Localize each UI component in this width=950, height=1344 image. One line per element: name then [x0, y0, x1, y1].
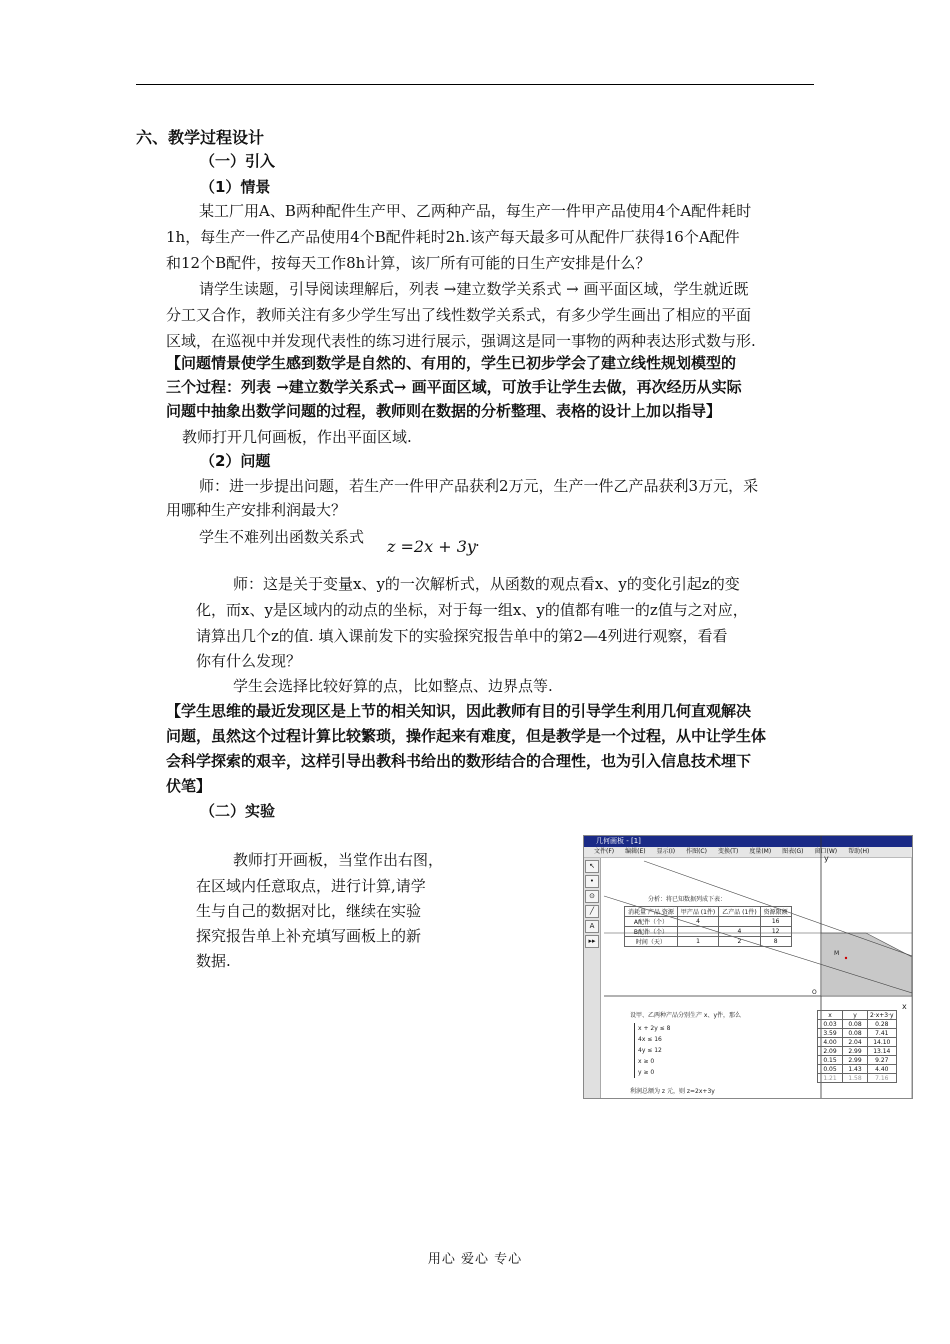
- table-cell: 2.04: [843, 1038, 868, 1047]
- paragraph-line: 区域，在巡视中并发现代表性的练习进行展示，强调这是同一事物的两种表达形式数与形.: [166, 332, 756, 350]
- subsection-question: （2）问题: [200, 452, 271, 470]
- table-row: [818, 1038, 897, 1047]
- table-cell: 0.28: [868, 1020, 897, 1029]
- subsection-scenario: （1）情景: [200, 178, 271, 196]
- table-row: [818, 1020, 897, 1029]
- paragraph-line: 探究报告单上补充填写画板上的新: [196, 927, 422, 945]
- table-header: y: [843, 1011, 868, 1020]
- compass-tool-icon: ⊙: [585, 890, 599, 903]
- table-row: [818, 1029, 897, 1038]
- paragraph-line: 教师打开画板，当堂作出右图，: [233, 851, 444, 869]
- table-cell: 1.58: [843, 1074, 868, 1083]
- menu-transform: 变换(T): [717, 848, 739, 855]
- subsection-intro: （一）引入: [200, 152, 276, 170]
- table-cell: 4.40: [868, 1065, 897, 1074]
- table-cell: 时间（天）: [625, 937, 678, 947]
- paragraph-line: 师：这是关于变量x、y的一次解析式，从函数的观点看x、y的变化引起z的变: [233, 575, 740, 593]
- point-label: M: [834, 950, 840, 957]
- table-cell: 4: [719, 927, 760, 937]
- table-cell: A配件（个）: [625, 917, 678, 927]
- table-cell: 3.59: [818, 1029, 843, 1038]
- menu-window: 窗口(W): [814, 848, 838, 855]
- constraint: x ≥ 0: [638, 1058, 655, 1065]
- feasible-region: [821, 933, 912, 996]
- table-row: [818, 1056, 897, 1065]
- table-cell: 13.14: [868, 1047, 897, 1056]
- bold-note-line: 会科学探索的艰辛，这样引导出教科书给出的数形结合的合理性，也为引入信息技术埋下: [166, 752, 752, 770]
- paragraph-line: 用哪种生产安排利润最大？: [166, 501, 347, 519]
- menu-display: 显示(I): [656, 848, 676, 855]
- table-cell: 2: [719, 937, 760, 947]
- formula: z =2x + 3y: [387, 537, 476, 556]
- table-cell: 7.41: [868, 1029, 897, 1038]
- point-m: [845, 957, 847, 959]
- bold-note-line: 三个过程：列表 →建立数学关系式→ 画平面区域，可放手让学生去做，再次经历从实际: [166, 378, 742, 396]
- table-cell: 2.09: [818, 1047, 843, 1056]
- table-header-row: [818, 1011, 897, 1020]
- table-cell: 0.08: [843, 1029, 868, 1038]
- table-row: [625, 927, 792, 937]
- paragraph-line: 请学生读题，引导阅读理解后，列表 →建立数学关系式 → 画平面区域，学生就近既: [199, 280, 749, 298]
- table-cell: 0.08: [843, 1020, 868, 1029]
- table-cell: 4.00: [818, 1038, 843, 1047]
- table-cell: 2.99: [843, 1047, 868, 1056]
- paragraph-line: 师：进一步提出问题，若生产一件甲产品获利2万元，生产一件乙产品获利3万元，采: [199, 477, 759, 495]
- menu-file: 文件(F): [594, 848, 615, 855]
- setup-text: 设甲、乙两种产品分别生产 x、y件，那么: [630, 1012, 742, 1019]
- paragraph-line: 在区域内任意取点，进行计算,请学: [196, 877, 426, 895]
- table-cell: B配件（个）: [625, 927, 678, 937]
- table-cell: 9.27: [868, 1056, 897, 1065]
- paragraph-line: 分工又合作，教师关注有多少学生写出了线性数学关系式，有多少学生画出了相应的平面: [166, 306, 752, 324]
- table-row: [625, 917, 792, 927]
- line-tool-icon: ╱: [585, 905, 599, 918]
- table-cell: 1.43: [843, 1065, 868, 1074]
- y-axis-label: y: [824, 854, 829, 863]
- page-footer: 用心 爱心 专心: [427, 1252, 523, 1267]
- menu-measure: 度量(M): [749, 848, 772, 855]
- section-title: 六、教学过程设计: [136, 128, 265, 147]
- table-row: [818, 1065, 897, 1074]
- paragraph-line: 化，而x、y是区域内的动点的坐标，对于每一组x、y的值都有唯一的z值与之对应，: [196, 601, 748, 619]
- paragraph-line: 数据.: [196, 952, 231, 970]
- formula-period: .: [475, 532, 480, 550]
- table-row: [818, 1074, 897, 1083]
- menu-graph: 图表(G): [782, 848, 804, 855]
- table-cell: 乙产品 (1件): [719, 907, 760, 917]
- bold-note-line: 问题，虽然这个过程计算比较繁琐，操作起来有难度，但是教学是一个过程，从中让学生体: [166, 727, 767, 745]
- table-header: x: [818, 1011, 843, 1020]
- menu-help: 帮助(H): [848, 848, 870, 855]
- constraint: 4y ≤ 12: [638, 1047, 662, 1054]
- bold-note-line: 伏笔】: [166, 777, 212, 795]
- menu-edit: 编辑(E): [625, 848, 646, 855]
- window-title: 几何画板 - [1]: [584, 836, 912, 847]
- values-table: [817, 1010, 897, 1083]
- resource-table: [624, 906, 792, 947]
- paragraph-line: 某工厂用A、B两种配件生产甲、乙两种产品，每生产一件甲产品使用4个A配件耗时: [199, 202, 752, 220]
- table-cell: 0.15: [818, 1056, 843, 1065]
- paragraph-line: 学生会选择比较好算的点，比如整点、边界点等.: [233, 677, 553, 695]
- text-tool-icon: A: [585, 920, 599, 933]
- table-row: [818, 1047, 897, 1056]
- menu-construct: 作图(C): [686, 848, 707, 855]
- table-row: [625, 907, 792, 917]
- table-cell: 16: [760, 917, 791, 927]
- table-row: [625, 937, 792, 947]
- x-axis-label: x: [902, 1002, 907, 1011]
- constraint: x + 2y ≤ 8: [638, 1025, 671, 1032]
- profit-text: 利润总额为 z 元，则 z=2x+3y: [630, 1088, 715, 1095]
- table-cell: 资源限额: [760, 907, 791, 917]
- point-tool-icon: •: [585, 875, 599, 888]
- table-cell: 1.21: [818, 1074, 843, 1083]
- sketchpad-screenshot: [583, 835, 913, 1099]
- subsection-experiment: （二）实验: [200, 802, 276, 820]
- paragraph-line: 学生不难列出函数关系式: [199, 528, 365, 546]
- table-cell: 4: [677, 917, 718, 927]
- table-cell: 12: [760, 927, 791, 937]
- table-cell: 消耗量 产品 资源: [625, 907, 678, 917]
- arrow-tool-icon: ↖: [585, 860, 599, 873]
- constraint: y ≥ 0: [638, 1069, 655, 1076]
- table-cell: 1: [677, 937, 718, 947]
- bold-note-line: 【问题情景使学生感到数学是自然的、有用的，学生已初步学会了建立线性规划模型的: [166, 354, 737, 372]
- table-cell: 14.10: [868, 1038, 897, 1047]
- paragraph-line: 1h，每生产一件乙产品使用4个B配件耗时2h.该产每天最多可从配件厂获得16个A配件: [166, 228, 740, 246]
- paragraph-line: 请算出几个z的值. 填入课前发下的实验探究报告单中的第2—4列进行观察，看看: [196, 627, 728, 645]
- table-cell: 0.05: [818, 1065, 843, 1074]
- bold-note-line: 【学生思维的最近发现区是上节的相关知识，因此教师有目的引导学生利用几何直观解决: [166, 702, 752, 720]
- constraint-system: [634, 1023, 670, 1078]
- table-header: 2·x+3·y: [868, 1011, 897, 1020]
- paragraph-line: 你有什么发现？: [196, 652, 302, 670]
- table-cell: 甲产品 (1件): [677, 907, 718, 917]
- table-cell: [719, 917, 760, 927]
- table-cell: [677, 927, 718, 937]
- bold-note-line: 问题中抽象出数学问题的过程，教师则在数据的分析整理、表格的设计上加以指导】: [166, 402, 722, 420]
- origin-label: O: [812, 989, 817, 996]
- analysis-text: 分析：将已知数据列成下表：: [648, 896, 727, 903]
- custom-tool-icon: ▸▸: [585, 935, 599, 948]
- header-rule: [136, 84, 814, 85]
- table-cell: 8: [760, 937, 791, 947]
- paragraph-line: 生与自己的数据对比，继续在实验: [196, 902, 422, 920]
- constraint: 4x ≤ 16: [638, 1036, 662, 1043]
- table-cell: 7.16: [868, 1074, 897, 1083]
- table-cell: 0.03: [818, 1020, 843, 1029]
- paragraph-line: 和12个B配件，按每天工作8h计算，该厂所有可能的日生产安排是什么？: [166, 254, 651, 272]
- paragraph-line: 教师打开几何画板，作出平面区域.: [182, 428, 412, 446]
- table-cell: 2.99: [843, 1056, 868, 1065]
